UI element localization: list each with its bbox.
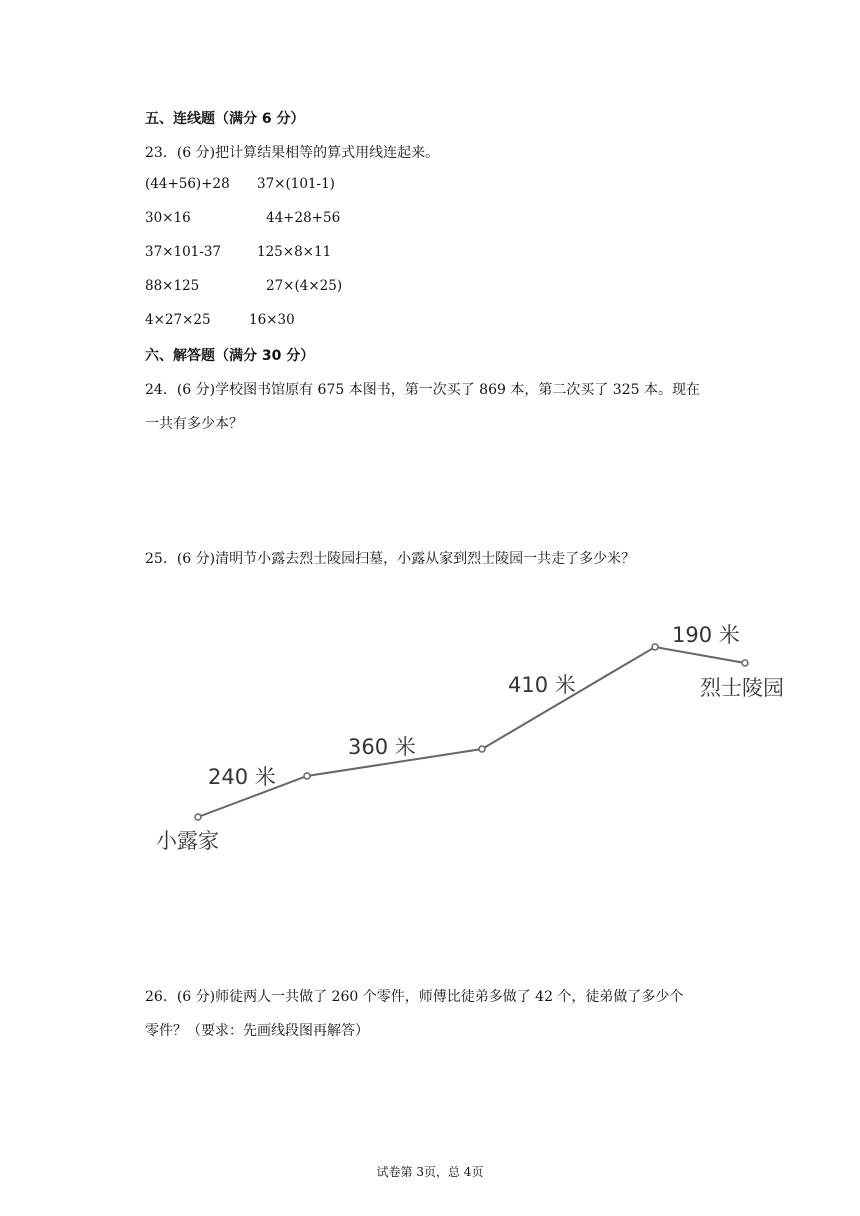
route-path bbox=[198, 647, 745, 817]
route-figure bbox=[140, 600, 820, 870]
q23-right-expr: 125×8×11 bbox=[257, 244, 332, 260]
question-24-line1: 24．(6 分)学校图书馆原有 675 本图书，第一次买了 869 本，第二次买了 325 本。现在 bbox=[145, 382, 700, 398]
segment-label-240: 240 米 bbox=[208, 765, 276, 789]
question-26-line2: 零件？（要求：先画线段图再解答） bbox=[145, 1023, 369, 1039]
route-point bbox=[742, 660, 748, 666]
question-23-prompt: 23．(6 分)把计算结果相等的算式用线连起来。 bbox=[145, 145, 440, 161]
route-point bbox=[304, 773, 310, 779]
start-label: 小露家 bbox=[156, 829, 219, 853]
q23-right-expr: 16×30 bbox=[249, 312, 295, 328]
q23-left-expr: (44+56)+28 bbox=[145, 176, 230, 192]
q23-left-expr: 30×16 bbox=[145, 210, 191, 226]
route-point bbox=[652, 644, 658, 650]
q23-left-expr: 88×125 bbox=[145, 278, 200, 294]
question-26-line1: 26．(6 分)师徒两人一共做了 260 个零件，师傅比徒弟多做了 42 个，徒弟做了多少个 bbox=[145, 989, 684, 1005]
segment-label-410: 410 米 bbox=[508, 673, 576, 697]
route-point bbox=[479, 746, 485, 752]
q23-left-expr: 37×101-37 bbox=[145, 244, 221, 260]
page-footer: 试卷第 3页，总 4页 bbox=[376, 1165, 484, 1179]
q23-right-expr: 27×(4×25) bbox=[266, 278, 343, 294]
segment-label-360: 360 米 bbox=[348, 735, 416, 759]
end-label: 烈士陵园 bbox=[700, 676, 784, 700]
segment-label-190: 190 米 bbox=[672, 623, 740, 647]
q23-right-expr: 44+28+56 bbox=[266, 210, 341, 226]
q23-right-expr: 37×(101-1) bbox=[257, 176, 335, 192]
question-24-line2: 一共有多少本？ bbox=[145, 416, 243, 432]
q23-left-expr: 4×27×25 bbox=[145, 312, 211, 328]
section-heading-6: 六、解答题（满分 30 分） bbox=[145, 348, 315, 364]
question-25-prompt: 25．(6 分)清明节小露去烈士陵园扫墓，小露从家到烈士陵园一共走了多少米？ bbox=[145, 551, 636, 567]
route-point bbox=[195, 814, 201, 820]
section-heading-5: 五、连线题（满分 6 分） bbox=[145, 111, 305, 127]
